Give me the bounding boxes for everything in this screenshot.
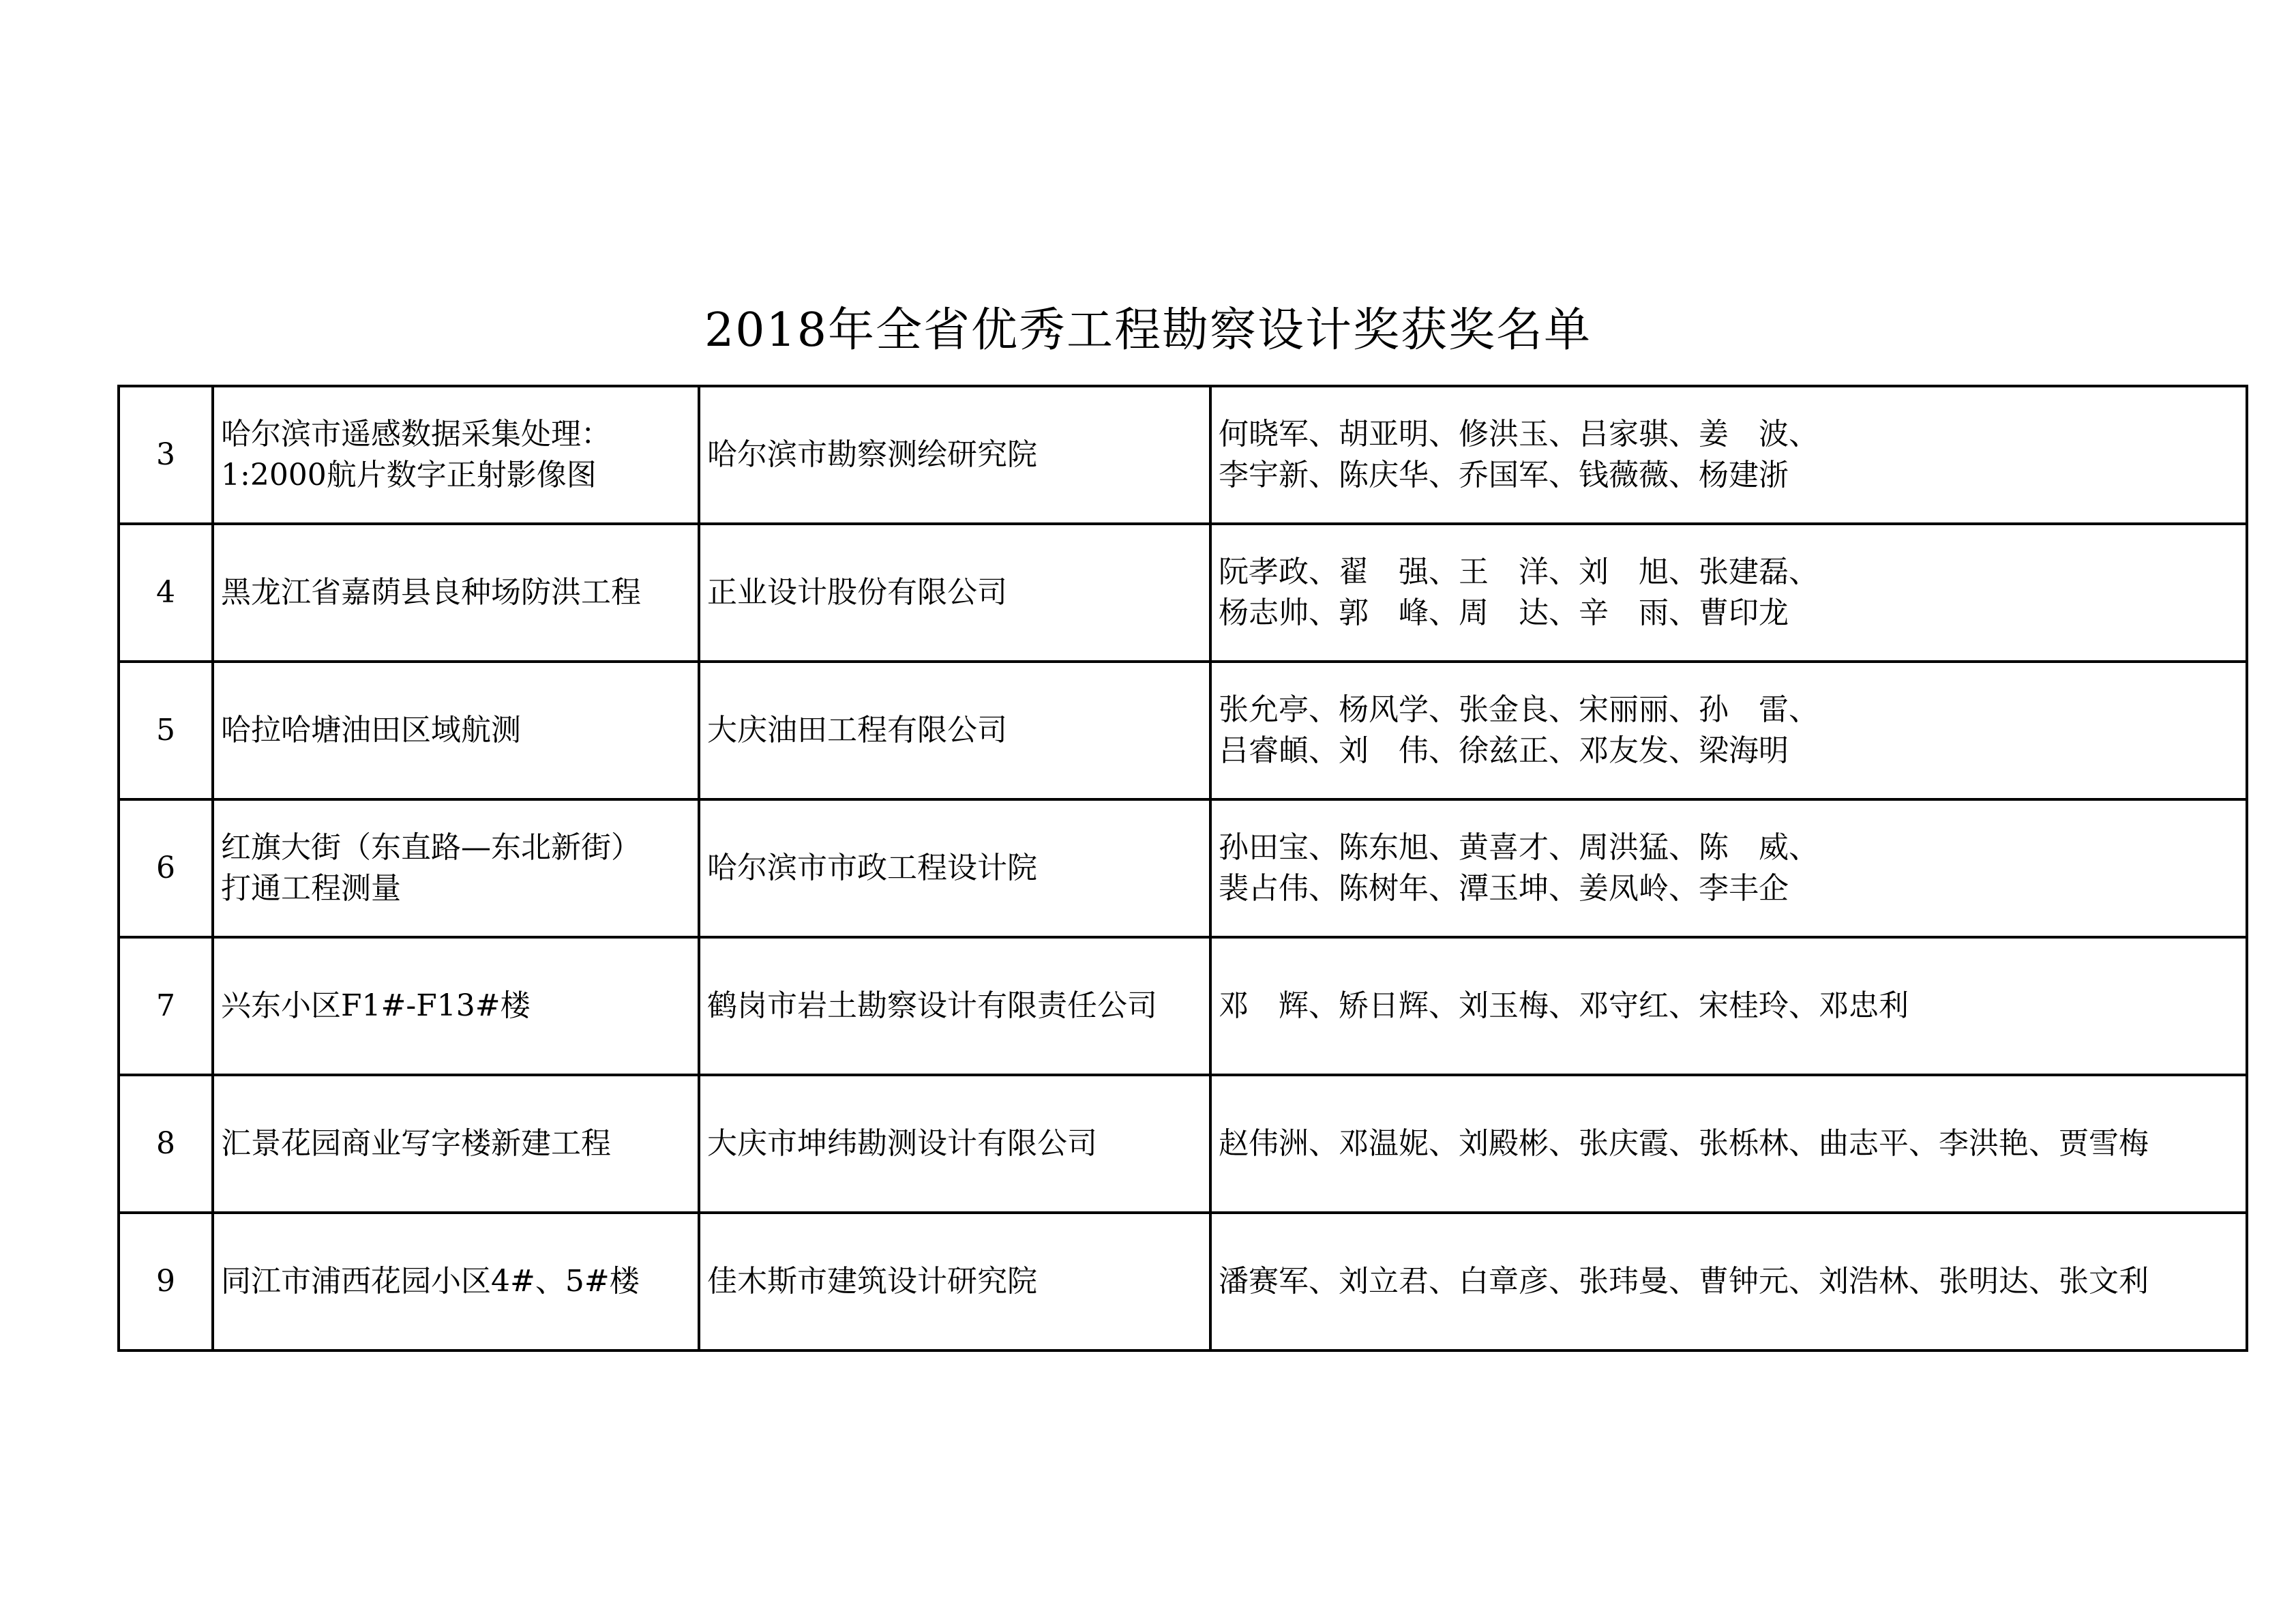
cell-members <box>1210 1213 2247 1350</box>
award-table <box>117 385 2248 1352</box>
cell-project-name-line: 哈拉哈塘油田区域航测 <box>221 713 521 748</box>
cell-members-line: 李宇新、陈庆华、乔国军、钱薇薇、杨建浙 <box>1219 458 1789 492</box>
cell-members-line: 杨志帅、郭 峰、周 达、辛 雨、曹印龙 <box>1219 595 1789 630</box>
table-row <box>119 662 2247 799</box>
cell-number: 9 <box>119 1213 213 1350</box>
cell-company <box>699 799 1210 937</box>
cell-company-line: 哈尔滨市勘察测绘研究院 <box>707 437 1037 472</box>
award-table-body <box>119 386 2247 1350</box>
cell-project-name-line: 汇景花园商业写字楼新建工程 <box>221 1126 611 1161</box>
cell-members-line: 孙田宝、陈东旭、黄喜才、周洪猛、陈 威、 <box>1219 830 1819 865</box>
cell-number: 6 <box>119 799 213 937</box>
table-row <box>119 1213 2247 1350</box>
cell-members-line: 何晓军、胡亚明、修洪玉、吕家骐、姜 波、 <box>1219 417 1819 452</box>
cell-members <box>1210 524 2247 662</box>
cell-company-line: 正业设计股份有限公司 <box>707 575 1007 610</box>
cell-company <box>699 524 1210 662</box>
cell-project-name-line: 红旗大街（东直路—东北新街） <box>221 830 641 865</box>
cell-project-name <box>213 524 699 662</box>
table-row <box>119 1075 2247 1213</box>
cell-project-name-line: 打通工程测量 <box>221 871 401 906</box>
cell-project-name-line: 兴东小区F1#-F13#楼 <box>221 988 531 1023</box>
cell-company <box>699 1075 1210 1213</box>
cell-project-name-line: 哈尔滨市遥感数据采集处理： <box>221 417 611 452</box>
cell-project-name <box>213 662 699 799</box>
cell-number: 7 <box>119 937 213 1075</box>
cell-number: 3 <box>119 386 213 524</box>
cell-company-line: 大庆油田工程有限公司 <box>707 713 1007 748</box>
cell-company-line: 鹤岗市岩土勘察设计有限责任公司 <box>707 988 1157 1023</box>
cell-members-line: 吕睿頔、刘 伟、徐兹正、邓友发、梁海明 <box>1219 733 1789 768</box>
cell-members-line: 张允亭、杨风学、张金良、宋丽丽、孙 雷、 <box>1219 692 1819 727</box>
cell-company <box>699 386 1210 524</box>
cell-company-line: 佳木斯市建筑设计研究院 <box>707 1264 1037 1299</box>
cell-members <box>1210 799 2247 937</box>
cell-members-line: 裴占伟、陈树年、潭玉坤、姜凤岭、李丰企 <box>1219 871 1789 906</box>
cell-members-line: 赵伟洲、邓温妮、刘殿彬、张庆霞、张栎林、曲志平、李洪艳、贾雪梅 <box>1219 1126 2149 1161</box>
cell-company-line: 大庆市坤纬勘测设计有限公司 <box>707 1126 1097 1161</box>
table-row <box>119 799 2247 937</box>
cell-project-name <box>213 799 699 937</box>
cell-project-name <box>213 1213 699 1350</box>
cell-project-name-line: 1:2000航片数字正射影像图 <box>221 458 597 492</box>
cell-project-name-line: 同江市浦西花园小区4#、5#楼 <box>221 1264 640 1299</box>
cell-company <box>699 937 1210 1075</box>
cell-project-name <box>213 1075 699 1213</box>
cell-members <box>1210 1075 2247 1213</box>
cell-company <box>699 662 1210 799</box>
cell-company-line: 哈尔滨市市政工程设计院 <box>707 851 1037 885</box>
cell-members-line: 阮孝政、翟 强、王 洋、刘 旭、张建磊、 <box>1219 555 1819 589</box>
cell-members-line: 邓 辉、矫日辉、刘玉梅、邓守红、宋桂玲、邓忠利 <box>1219 988 1909 1023</box>
cell-number: 8 <box>119 1075 213 1213</box>
cell-company <box>699 1213 1210 1350</box>
cell-members <box>1210 662 2247 799</box>
cell-number: 5 <box>119 662 213 799</box>
cell-project-name <box>213 386 699 524</box>
cell-number: 4 <box>119 524 213 662</box>
table-row <box>119 937 2247 1075</box>
cell-members <box>1210 937 2247 1075</box>
cell-members <box>1210 386 2247 524</box>
table-row <box>119 386 2247 524</box>
page-title: 2018年全省优秀工程勘察设计奖获奖名单 <box>704 304 1592 357</box>
cell-project-name <box>213 937 699 1075</box>
cell-project-name-line: 黑龙江省嘉荫县良种场防洪工程 <box>221 575 641 610</box>
table-row <box>119 524 2247 662</box>
cell-members-line: 潘赛军、刘立君、白章彦、张玮曼、曹钟元、刘浩林、张明达、张文利 <box>1219 1264 2149 1299</box>
